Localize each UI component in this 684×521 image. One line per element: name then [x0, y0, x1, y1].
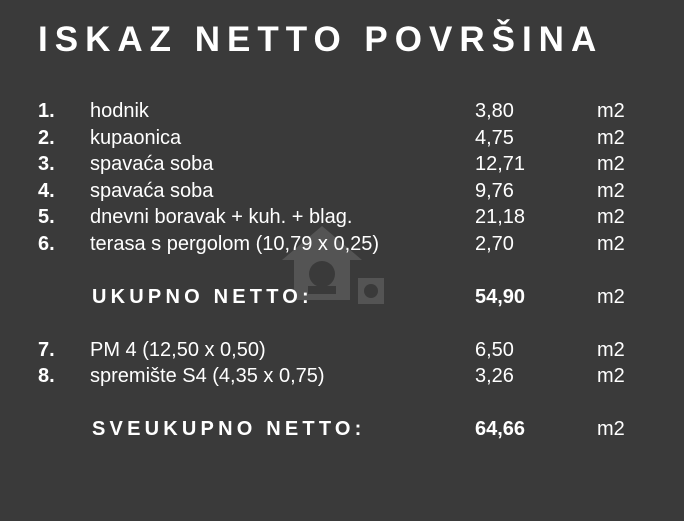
subtotal-row: [38, 284, 646, 311]
row-number: 6.: [38, 232, 55, 255]
row-name: spremište S4 (4,35 x 0,75): [90, 365, 325, 387]
row-number: 7.: [38, 338, 55, 361]
row-value: 6,50: [475, 338, 514, 361]
row-number: 4.: [38, 179, 55, 202]
row-number: 1.: [38, 100, 55, 122]
row-number: 5.: [38, 206, 55, 228]
row-name: terasa s pergolom (10,79 x 0,25): [90, 232, 380, 255]
table-spacer: [38, 257, 646, 284]
row-name: spavaća soba: [90, 153, 214, 175]
grand-total-row: [38, 416, 646, 443]
grand-total-unit: m2: [597, 418, 625, 440]
table-row: [38, 231, 646, 258]
area-schedule-table: [38, 98, 646, 443]
row-unit: m2: [597, 126, 625, 149]
row-number: 8.: [38, 365, 55, 387]
row-value: 3,80: [475, 100, 514, 122]
page-title: ISKAZ NETTO POVRŠINA: [38, 20, 604, 59]
row-unit: m2: [597, 338, 625, 361]
row-unit: m2: [597, 365, 625, 387]
grand-total-value: 64,66: [475, 418, 526, 440]
table-row: [38, 363, 646, 390]
row-value: 4,75: [475, 126, 514, 149]
row-value: 12,71: [475, 153, 526, 175]
table-row: [38, 98, 646, 125]
row-unit: m2: [597, 100, 625, 122]
table-row: [38, 151, 646, 178]
row-name: hodnik: [90, 100, 149, 122]
row-value: 2,70: [475, 232, 514, 255]
subtotal-value: 54,90: [475, 285, 526, 308]
row-number: 2.: [38, 126, 55, 149]
table-row: [38, 337, 646, 364]
table-row: [38, 125, 646, 152]
row-value: 9,76: [475, 179, 514, 202]
row-name: kupaonica: [90, 126, 182, 149]
row-value: 3,26: [475, 365, 514, 387]
row-unit: m2: [597, 232, 625, 255]
table-spacer: [38, 390, 646, 417]
table-row: [38, 204, 646, 231]
row-number: 3.: [38, 153, 55, 175]
row-name: dnevni boravak + kuh. + blag.: [90, 206, 353, 228]
table-row: [38, 178, 646, 205]
row-unit: m2: [597, 179, 625, 202]
table-spacer: [38, 310, 646, 337]
subtotal-unit: m2: [597, 285, 625, 308]
grand-total-label: SVEUKUPNO NETTO:: [92, 418, 366, 440]
subtotal-label: UKUPNO NETTO:: [92, 285, 313, 308]
row-name: PM 4 (12,50 x 0,50): [90, 338, 266, 361]
row-unit: m2: [597, 206, 625, 228]
row-name: spavaća soba: [90, 179, 214, 202]
row-unit: m2: [597, 153, 625, 175]
row-value: 21,18: [475, 206, 526, 228]
